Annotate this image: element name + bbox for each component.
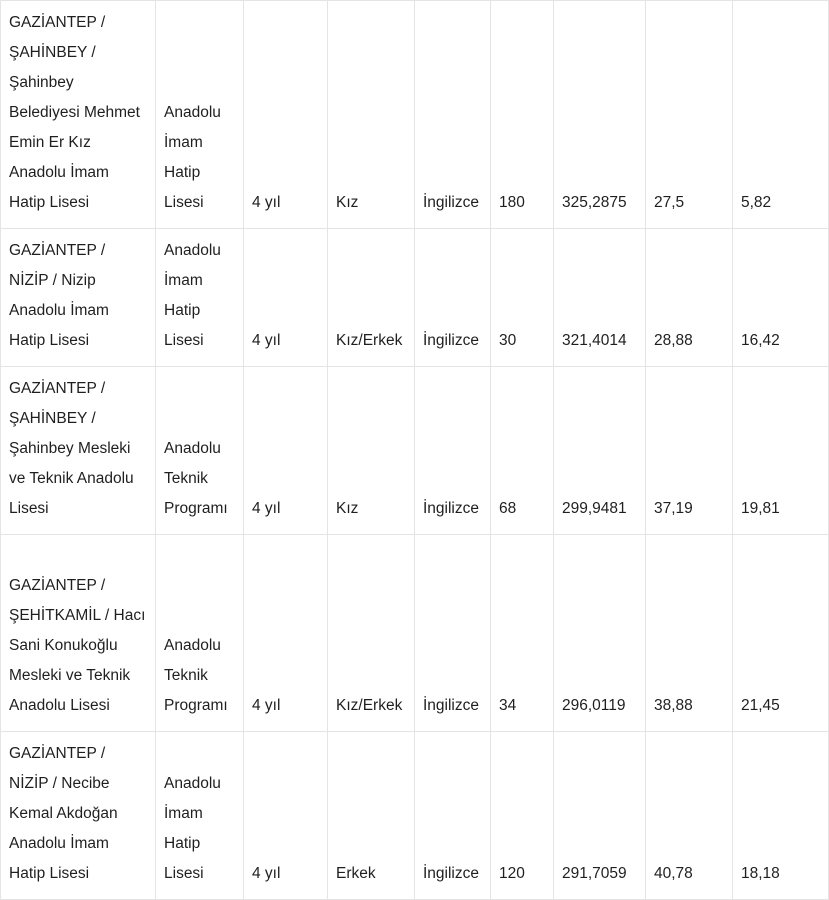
cell-language: İngilizce (415, 1, 491, 229)
cell-percentile: 40,78 (646, 732, 733, 900)
table-row (1, 535, 829, 732)
cell-program: Anadolu Teknik Programı (156, 367, 244, 535)
cell-quota: 120 (491, 732, 554, 900)
cell-duration: 4 yıl (244, 732, 328, 900)
cell-percentile-2: 19,81 (733, 367, 829, 535)
cell-quota: 30 (491, 229, 554, 367)
cell-gender: Kız/Erkek (328, 535, 415, 732)
cell-school: GAZİANTEP / ŞEHİTKAMİL / Hacı Sani Konukoğlu Mesleki ve Teknik Anadolu Lisesi (1, 535, 156, 732)
cell-language: İngilizce (415, 229, 491, 367)
cell-school: GAZİANTEP / ŞAHİNBEY / Şahinbey Mesleki ve Teknik Anadolu Lisesi (1, 367, 156, 535)
cell-percentile: 37,19 (646, 367, 733, 535)
cell-percentile: 38,88 (646, 535, 733, 732)
cell-school: GAZİANTEP / NİZİP / Necibe Kemal Akdoğan Anadolu İmam Hatip Lisesi (1, 732, 156, 900)
cell-duration: 4 yıl (244, 229, 328, 367)
table-row (1, 229, 829, 367)
cell-program: Anadolu İmam Hatip Lisesi (156, 732, 244, 900)
cell-language: İngilizce (415, 732, 491, 900)
cell-school: GAZİANTEP / NİZİP / Nizip Anadolu İmam Hatip Lisesi (1, 229, 156, 367)
cell-quota: 34 (491, 535, 554, 732)
cell-program: Anadolu İmam Hatip Lisesi (156, 229, 244, 367)
cell-duration: 4 yıl (244, 535, 328, 732)
table-row (1, 367, 829, 535)
cell-language: İngilizce (415, 535, 491, 732)
cell-gender: Kız (328, 367, 415, 535)
cell-duration: 4 yıl (244, 1, 328, 229)
table-row (1, 1, 829, 229)
cell-percentile: 28,88 (646, 229, 733, 367)
cell-quota: 68 (491, 367, 554, 535)
cell-gender: Erkek (328, 732, 415, 900)
cell-score: 299,9481 (554, 367, 646, 535)
cell-duration: 4 yıl (244, 367, 328, 535)
table-row (1, 732, 829, 900)
cell-percentile: 27,5 (646, 1, 733, 229)
cell-score: 325,2875 (554, 1, 646, 229)
cell-percentile-2: 5,82 (733, 1, 829, 229)
cell-percentile-2: 18,18 (733, 732, 829, 900)
cell-score: 296,0119 (554, 535, 646, 732)
cell-school: GAZİANTEP / ŞAHİNBEY / Şahinbey Belediyesi Mehmet Emin Er Kız Anadolu İmam Hatip Lisesi (1, 1, 156, 229)
table-body (1, 1, 829, 900)
cell-program: Anadolu İmam Hatip Lisesi (156, 1, 244, 229)
cell-quota: 180 (491, 1, 554, 229)
cell-gender: Kız (328, 1, 415, 229)
cell-program: Anadolu Teknik Programı (156, 535, 244, 732)
cell-score: 321,4014 (554, 229, 646, 367)
cell-gender: Kız/Erkek (328, 229, 415, 367)
cell-score: 291,7059 (554, 732, 646, 900)
cell-percentile-2: 16,42 (733, 229, 829, 367)
cell-percentile-2: 21,45 (733, 535, 829, 732)
cell-language: İngilizce (415, 367, 491, 535)
